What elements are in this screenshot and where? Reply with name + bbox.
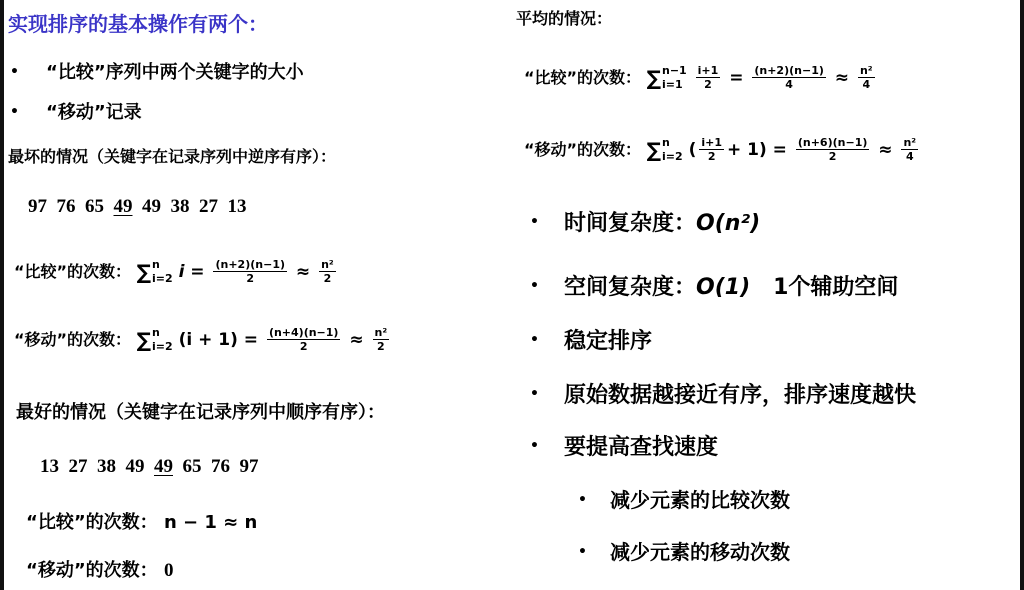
bullet-dot: • xyxy=(530,438,539,454)
worst-move-label: “移动”的次数： xyxy=(14,329,132,349)
worst-compare-label: “比较”的次数： xyxy=(14,261,132,281)
avg-compare-formula: ∑ n−1 i=1 $\frac{i+1}{2}$ = $\frac{(n+2)(n-1)}{4}$ ≈ $\frac{\text{n²}}{4}$ xyxy=(646,64,873,92)
seq-item: 27 xyxy=(199,196,218,217)
best-compare-label: “比较”的次数： xyxy=(26,512,158,533)
time-complexity-label: 时间复杂度： xyxy=(564,211,697,236)
seq-item: 13 xyxy=(40,456,59,477)
reduce-comparisons: 减少元素的比较次数 xyxy=(610,488,790,512)
bullet-dot: • xyxy=(10,64,19,80)
worst-move-row xyxy=(14,326,392,354)
best-move-value: 0 xyxy=(163,560,174,581)
bullet-dot: • xyxy=(530,332,539,348)
bullet-dot: • xyxy=(10,104,19,120)
worst-compare-formula: ∑ n i=2 i = $\frac{(n+2)(n-1)}{2}$ ≈ $\frac{\text{n²}}{2}$ xyxy=(136,258,334,286)
seq-item: 97 xyxy=(239,456,259,477)
avg-compare-row xyxy=(524,64,878,92)
space-complexity-label: 空间复杂度： xyxy=(564,275,697,300)
seq-item: 76 xyxy=(56,196,76,217)
bullet-dot: • xyxy=(530,278,539,294)
worst-compare-row xyxy=(14,258,339,286)
stable-sort: 稳定排序 xyxy=(564,329,653,354)
seq-item-underlined: 49 xyxy=(113,196,133,217)
best-move-row xyxy=(26,556,173,582)
seq-item: 38 xyxy=(170,196,190,217)
improve-speed: 要提高查找速度 xyxy=(564,435,719,460)
seq-item: 27 xyxy=(68,456,88,477)
bullet-compare: “比较”序列中两个关键字的大小 xyxy=(46,62,304,83)
avg-compare-label: “比较”的次数： xyxy=(524,67,642,87)
best-compare-value: n − 1 ≈ n xyxy=(163,512,258,533)
best-sequence xyxy=(40,456,259,478)
seq-item: 65 xyxy=(182,456,202,477)
seq-item-underlined: 49 xyxy=(154,456,173,477)
best-case-heading: 最好的情况（关键字在记录序列中顺序有序）： xyxy=(16,402,385,423)
best-move-label: “移动”的次数： xyxy=(26,560,158,581)
seq-item: 38 xyxy=(97,456,116,477)
seq-item: 49 xyxy=(142,196,161,217)
worst-case-heading: 最坏的情况（关键字在记录序列中逆序有序）： xyxy=(8,147,337,166)
time-complexity-value: O(n²) xyxy=(696,211,761,236)
bullet-dot: • xyxy=(530,214,539,230)
bullet-move: “移动”记录 xyxy=(46,102,142,123)
sub-bullet-dot: • xyxy=(578,544,587,560)
space-complexity-value: O(1) xyxy=(696,275,751,300)
worst-sequence xyxy=(28,196,247,218)
seq-item: 76 xyxy=(211,456,230,477)
left-edge-bar xyxy=(0,0,4,590)
right-edge-bar xyxy=(1020,0,1024,590)
worst-move-formula: ∑ n i=2 (i + 1) = $\frac{(n+4)(n-1)}{2}$ ≈ $\frac{\text{n²}}{2}$ xyxy=(136,326,388,354)
space-complexity-note: 1个辅助空间 xyxy=(773,275,899,300)
bullet-dot: • xyxy=(530,386,539,402)
reduce-moves: 减少元素的移动次数 xyxy=(610,540,790,564)
nearly-sorted-faster: 原始数据越接近有序，排序速度越快 xyxy=(564,383,917,408)
space-complexity xyxy=(564,270,898,301)
seq-item: 97 xyxy=(28,196,47,217)
best-compare-row xyxy=(26,508,257,534)
seq-item: 49 xyxy=(125,456,145,477)
avg-move-formula: ∑ n i=2 ( $\frac{i+1}{2}$ + 1) = $\frac{(n+6)(n-1)}{2}$ ≈ $\frac{\text{n²}}{4}$ xyxy=(646,136,917,164)
sub-bullet-dot: • xyxy=(578,492,587,508)
seq-item: 13 xyxy=(227,196,247,217)
avg-move-row xyxy=(524,136,921,164)
avg-move-label: “移动”的次数： xyxy=(524,139,642,159)
average-case-heading: 平均的情况： xyxy=(516,9,613,28)
seq-item: 65 xyxy=(85,196,104,217)
time-complexity xyxy=(564,206,760,237)
slide-title: 实现排序的基本操作有两个： xyxy=(8,12,268,36)
